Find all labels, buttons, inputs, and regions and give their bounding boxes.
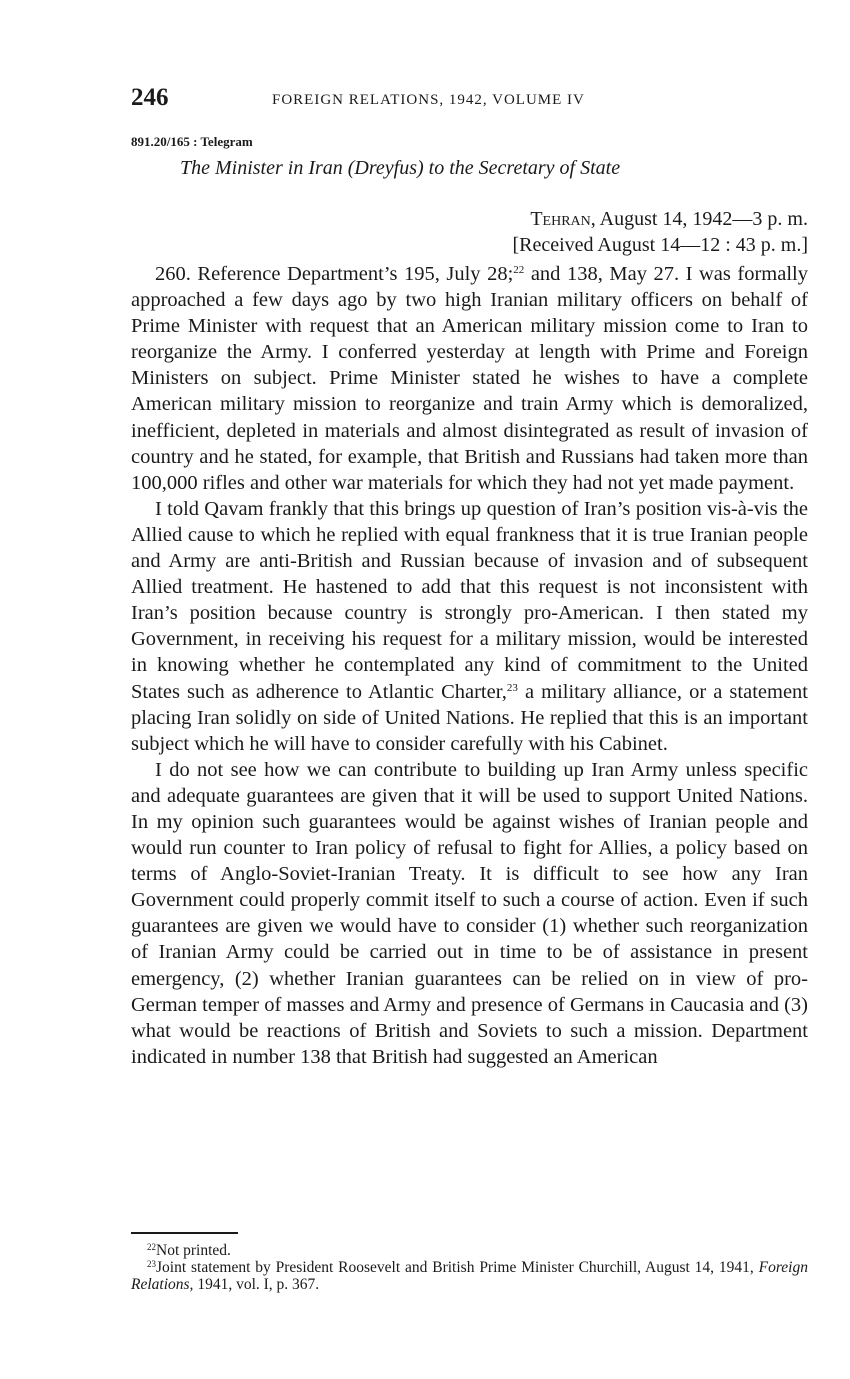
footnote-mark: 22 [147,1242,156,1252]
footnote-text: 1941, vol. I, p. 367. [193,1276,320,1293]
running-head: FOREIGN RELATIONS, 1942, VOLUME IV [272,92,585,108]
body-paragraph [131,757,808,1070]
paragraph-text: a military alliance, or a statement placing Iran solidly on side of United Nations. He replied that this is an important subject which he will have to consider carefully with his Cabinet. [131,680,808,755]
footnote-rule [131,1232,238,1234]
body-paragraph [131,496,808,757]
dateline-place: Tehran [530,208,591,230]
footnote [131,1259,808,1293]
footnote-ref-22: 22 [513,264,525,276]
paragraph-text: 260. Reference Department’s 195, July 28; [155,263,514,285]
footnote-text: Joint statement by President Roosevelt and British Prime Minister Churchill, August 14, 1941, [156,1259,759,1276]
footnote-mark: 23 [147,1259,156,1269]
paragraph-text: I told Qavam frankly that this brings up question of Iran’s position vis-à-vis the Allied cause to which he replied with equal frankness that it is true Iranian people and Army are anti-British and Russian because of invasion and of subsequent Allied treatment. He hastened to add that this request is not inconsistent with Iran’s position because country is strongly pro-American. I then stated my Government, in receiving his request for a military mission, would be interested in knowing whether he contemplated any kind of commitment to the United States such as adherence to Atlantic Charter, [131,497,808,703]
page-number: 246 [131,84,169,111]
body-paragraph [131,261,808,496]
footnote-text: Not printed. [156,1242,231,1259]
footnote [131,1242,808,1259]
dateline-received: [Received August 14—12 : 43 p. m.] [512,234,808,256]
telegram-body [131,261,808,1070]
dateline-sent [512,206,808,232]
file-reference: 891.20/165 : Telegram [131,134,253,149]
dateline-sent-time: , August 14, 1942—3 p. m. [590,208,808,230]
footnote-italic-title: Foreign Relations, [131,1259,808,1293]
paragraph-text: and 138, May 27. I was formally approached a few days ago by two high Iranian military officers on behalf of Prime Minister with request that an American military mission come to Iran to reorganize the Army. I conferred yesterday at length with Prime and Foreign Ministers on subject. Prime Minister stated he wishes to have a complete American military mission to reorganize and train Army which is demoralized, inefficient, depleted in materials and almost disintegrated as result of invasion of country and he stated, for example, that British and Russians had taken more than 100,000 rifles and other war materials for which they had not yet made payment. [131,263,808,494]
document-title: The Minister in Iran (Dreyfus) to the Secretary of State [180,157,621,179]
paragraph-text: I do not see how we can contribute to building up Iran Army unless specific and adequate guarantees are given that it will be used to support United Nations. In my opinion such guarantees would be against wishes of Iranian people and would run counter to Iran policy of refusal to fight for Allies, a policy based on terms of Anglo-Soviet-Iranian Treaty. It is difficult to see how any Iran Government could properly commit itself to such a course of action. Even if such guarantees are given we would have to consider (1) whether such reorganization of Iranian Army could be carried out in time to be of assistance in present emergency, (2) whether Iranian guarantees can be relied on in view of pro-German temper of masses and Army and presence of Germans in Caucasia and (3) what would be reactions of British and Soviets to such a mission. Department indicated in number 138 that British had suggested an American [131,758,808,1068]
dateline [512,206,808,258]
footnote-ref-23: 23 [506,681,518,694]
footnotes [131,1242,808,1293]
